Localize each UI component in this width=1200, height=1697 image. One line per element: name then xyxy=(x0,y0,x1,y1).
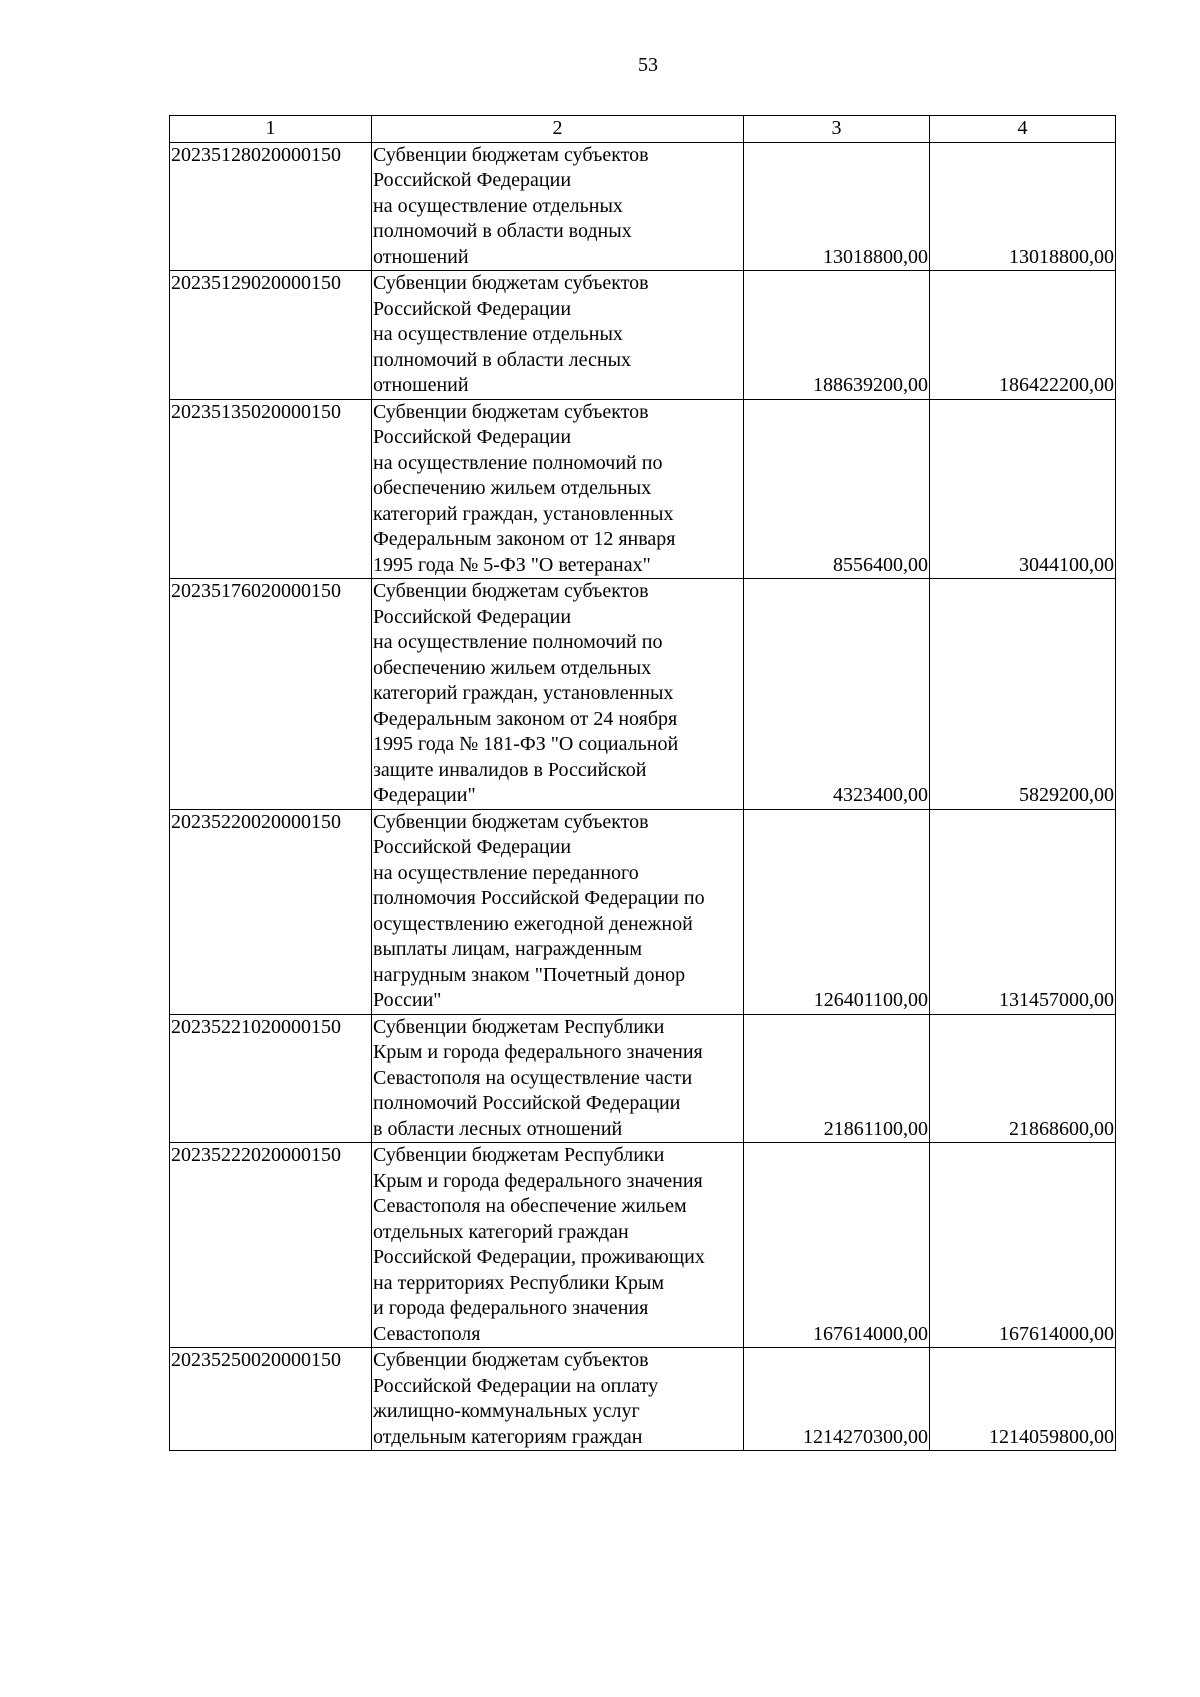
amount-col3: 1214270300,00 xyxy=(744,1348,930,1451)
column-header-2: 2 xyxy=(372,116,744,143)
description: Субвенции бюджетам Республики Крым и города федерального значения Севастополя на осуществление части полномочий Российской Федерации в области лесных отношений xyxy=(372,1014,744,1143)
table-row xyxy=(170,1143,1116,1348)
budget-code: 20235222020000150 xyxy=(170,1143,372,1348)
description: Субвенции бюджетам субъектов Российской Федерации на осуществление переданного полномочия Российской Федерации по осуществлению ежегодной денежной выплаты лицам, награжденным нагрудным знаком "Почетный донор России" xyxy=(372,809,744,1014)
column-header-3: 3 xyxy=(744,116,930,143)
budget-code: 20235128020000150 xyxy=(170,142,372,271)
description: Субвенции бюджетам субъектов Российской Федерации на осуществление отдельных полномочий в области лесных отношений xyxy=(372,271,744,400)
budget-code: 20235176020000150 xyxy=(170,579,372,810)
table-row xyxy=(170,399,1116,579)
amount-col3: 167614000,00 xyxy=(744,1143,930,1348)
column-header-4: 4 xyxy=(930,116,1116,143)
amount-col4: 186422200,00 xyxy=(930,271,1116,400)
column-header-1: 1 xyxy=(170,116,372,143)
budget-code: 20235129020000150 xyxy=(170,271,372,400)
table-row xyxy=(170,1348,1116,1451)
amount-col3: 126401100,00 xyxy=(744,809,930,1014)
amount-col3: 188639200,00 xyxy=(744,271,930,400)
description: Субвенции бюджетам субъектов Российской Федерации на осуществление полномочий по обеспечению жильем отдельных категорий граждан, установленных Федеральным законом от 12 января 1995 года № 5-ФЗ "О ветеранах" xyxy=(372,399,744,579)
description: Субвенции бюджетам субъектов Российской Федерации на осуществление полномочий по обеспечению жильем отдельных категорий граждан, установленных Федеральным законом от 24 ноября 1995 года № 181-ФЗ "О социальной защите инвалидов в Российской Федерации" xyxy=(372,579,744,810)
description: Субвенции бюджетам субъектов Российской Федерации на оплату жилищно-коммунальных услуг отдельным категориям граждан xyxy=(372,1348,744,1451)
amount-col4: 5829200,00 xyxy=(930,579,1116,810)
budget-code: 20235250020000150 xyxy=(170,1348,372,1451)
amount-col3: 13018800,00 xyxy=(744,142,930,271)
table-row xyxy=(170,579,1116,810)
table-row xyxy=(170,1014,1116,1143)
amount-col4: 131457000,00 xyxy=(930,809,1116,1014)
budget-code: 20235220020000150 xyxy=(170,809,372,1014)
amount-col3: 21861100,00 xyxy=(744,1014,930,1143)
budget-code: 20235221020000150 xyxy=(170,1014,372,1143)
amount-col4: 1214059800,00 xyxy=(930,1348,1116,1451)
amount-col4: 167614000,00 xyxy=(930,1143,1116,1348)
description: Субвенции бюджетам Республики Крым и города федерального значения Севастополя на обеспечение жильем отдельных категорий граждан Российской Федерации, проживающих на территориях Республики Крым и города федерального значения Севастополя xyxy=(372,1143,744,1348)
amount-col4: 3044100,00 xyxy=(930,399,1116,579)
table-row xyxy=(170,271,1116,400)
description: Субвенции бюджетам субъектов Российской Федерации на осуществление отдельных полномочий в области водных отношений xyxy=(372,142,744,271)
page-number: 53 xyxy=(638,54,658,76)
budget-table xyxy=(169,115,1116,1451)
budget-code: 20235135020000150 xyxy=(170,399,372,579)
table-row xyxy=(170,809,1116,1014)
table-row xyxy=(170,142,1116,271)
amount-col3: 8556400,00 xyxy=(744,399,930,579)
amount-col3: 4323400,00 xyxy=(744,579,930,810)
amount-col4: 13018800,00 xyxy=(930,142,1116,271)
amount-col4: 21868600,00 xyxy=(930,1014,1116,1143)
header-row xyxy=(170,116,1116,143)
